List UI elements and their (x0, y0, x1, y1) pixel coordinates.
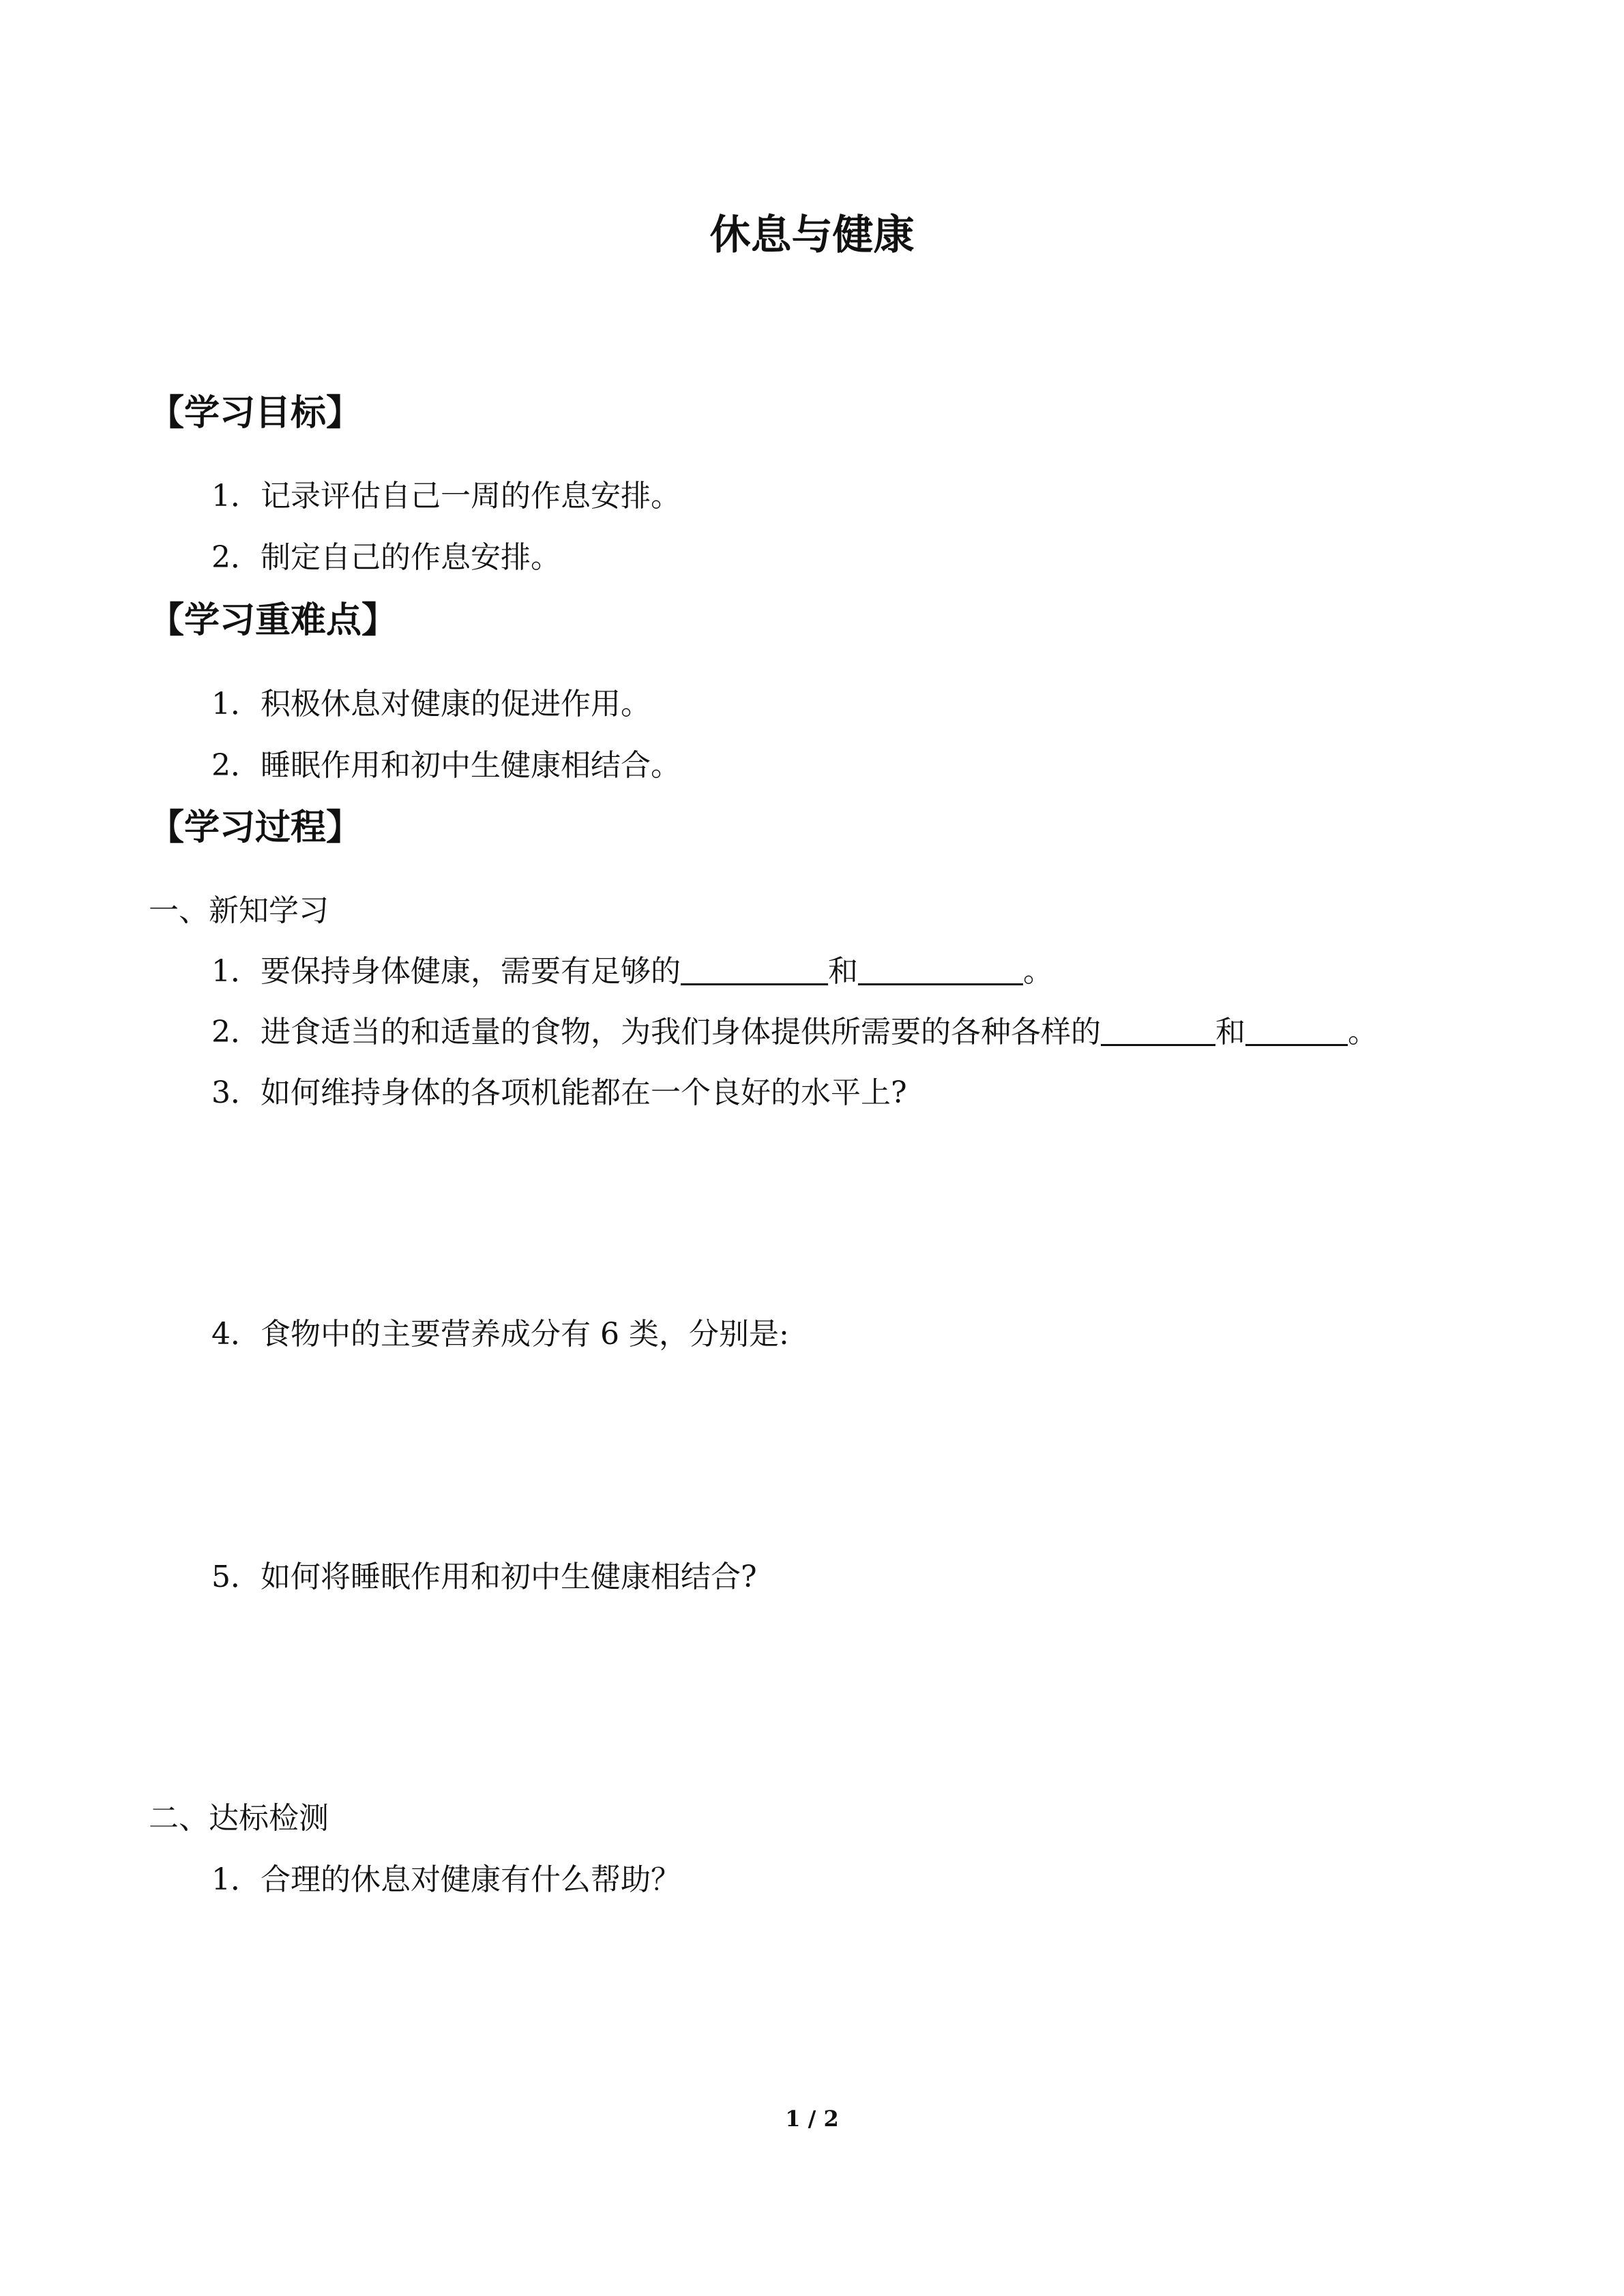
question-2-end: 。 (1348, 1015, 1378, 1049)
question-2-joiner: 和 (1215, 1015, 1245, 1049)
key-point-item-2: 2．睡眠作用和初中生健康相结合。 (211, 748, 681, 783)
goal-item-2: 2．制定自己的作息安排。 (211, 540, 561, 575)
question-1-text: 1．要保持身体健康，需要有足够的 (211, 954, 681, 989)
fill-blank-1a[interactable] (681, 948, 828, 985)
question-2-text: 2．进食适当的和适量的食物，为我们身体提供所需要的各种各样的 (211, 1015, 1101, 1049)
key-point-item-1: 1．积极休息对健康的促进作用。 (211, 687, 651, 721)
page-title: 休息与健康 (709, 211, 915, 259)
fill-blank-1b[interactable] (858, 948, 1023, 985)
fill-blank-2a[interactable] (1101, 1009, 1215, 1046)
section-heading-key-points: 【学习重难点】 (149, 600, 398, 641)
question-4: 4．食物中的主要营养成分有 6 类，分别是: (211, 1317, 789, 1352)
question-5: 5．如何将睡眠作用和初中生健康相结合? (211, 1560, 757, 1594)
question-1-end: 。 (1023, 954, 1053, 989)
page-number: 1 / 2 (785, 2106, 839, 2132)
question-1-joiner: 和 (828, 954, 858, 989)
check-question-1: 1．合理的休息对健康有什么帮助？ (211, 1862, 681, 1897)
question-1 (211, 948, 1053, 996)
section-heading-goals: 【学习目标】 (149, 393, 362, 434)
goal-item-1: 1．记录评估自己一周的作息安排。 (211, 479, 681, 513)
fill-blank-2b[interactable] (1245, 1009, 1348, 1046)
part1-title: 一、新知学习 (149, 893, 329, 928)
question-2 (211, 1009, 1378, 1056)
question-3: 3．如何维持身体的各项机能都在一个良好的水平上? (211, 1075, 907, 1110)
part2-title: 二、达标检测 (149, 1801, 329, 1836)
section-heading-process: 【学习过程】 (149, 807, 362, 848)
